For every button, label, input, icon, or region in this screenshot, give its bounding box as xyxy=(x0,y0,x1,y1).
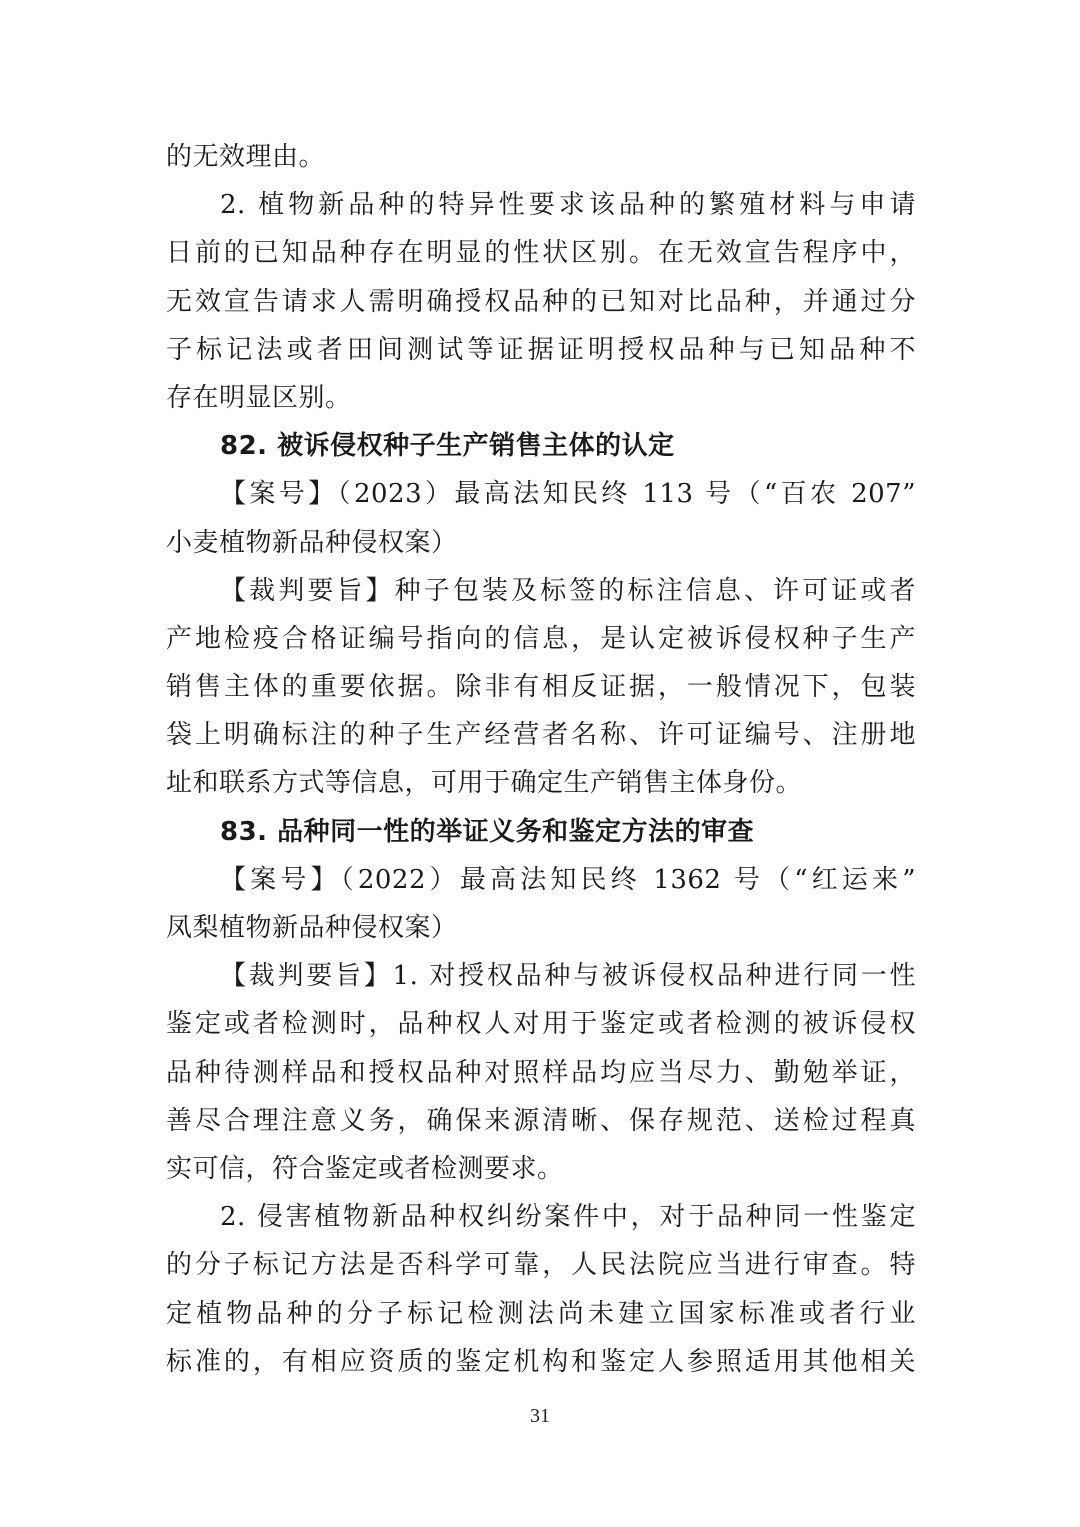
ruling-gist-line: 【裁判要旨】1. 对授权品种与被诉侵权品种进行同一性 xyxy=(220,961,916,992)
section-heading-83: 83. 品种同一性的举证义务和鉴定方法的审查 xyxy=(220,816,755,847)
ruling-gist-line: 定植物品种的分子标记检测法尚未建立国家标准或者行业 xyxy=(166,1298,916,1329)
ruling-gist-line: 址和联系方式等信息，可用于确定生产销售主体身份。 xyxy=(166,768,803,799)
ruling-gist-line: 标准的，有相应资质的鉴定机构和鉴定人参照适用其他相关 xyxy=(166,1346,916,1377)
page-number: 31 xyxy=(530,1405,550,1427)
ruling-gist-line: 袋上明确标注的种子生产经营者名称、许可证编号、注册地 xyxy=(166,720,916,751)
ruling-gist-line: 【裁判要旨】种子包装及标签的标注信息、许可证或者 xyxy=(220,575,916,606)
document-body xyxy=(166,133,916,1386)
paragraph-line: 存在明显区别。 xyxy=(166,382,352,413)
ruling-gist-line: 产地检疫合格证编号指向的信息，是认定被诉侵权种子生产 xyxy=(166,623,916,654)
ruling-gist-line: 实可信，符合鉴定或者检测要求。 xyxy=(166,1153,564,1184)
case-number-line: 小麦植物新品种侵权案） xyxy=(166,527,458,558)
section-heading-82: 82. 被诉侵权种子生产销售主体的认定 xyxy=(220,431,675,462)
paragraph-line: 2. 植物新品种的特异性要求该品种的繁殖材料与申请 xyxy=(220,190,916,221)
ruling-gist-line: 品种待测样品和授权品种对照样品均应当尽力、勤勉举证， xyxy=(166,1057,916,1088)
case-number-line: 【案号】（2023）最高法知民终 113 号（“百农 207” xyxy=(220,479,916,510)
paragraph-line: 子标记法或者田间测试等证据证明授权品种与已知品种不 xyxy=(166,334,916,365)
paragraph-line: 日前的已知品种存在明显的性状区别。在无效宣告程序中， xyxy=(166,238,916,269)
paragraph-line: 无效宣告请求人需明确授权品种的已知对比品种，并通过分 xyxy=(166,286,916,317)
ruling-gist-line: 鉴定或者检测时，品种权人对用于鉴定或者检测的被诉侵权 xyxy=(166,1009,916,1040)
ruling-gist-line: 销售主体的重要依据。除非有相反证据，一般情况下，包装 xyxy=(166,672,916,703)
case-number-line: 【案号】（2022）最高法知民终 1362 号（“红运来” xyxy=(220,864,916,895)
ruling-gist-line: 善尽合理注意义务，确保来源清晰、保存规范、送检过程真 xyxy=(166,1105,916,1136)
case-number-line: 凤梨植物新品种侵权案） xyxy=(166,913,458,943)
ruling-gist-line: 的分子标记方法是否科学可靠，人民法院应当进行审查。特 xyxy=(166,1250,916,1281)
ruling-gist-line: 2. 侵害植物新品种权纠纷案件中，对于品种同一性鉴定 xyxy=(220,1202,916,1233)
paragraph-line: 的无效理由。 xyxy=(166,142,326,172)
